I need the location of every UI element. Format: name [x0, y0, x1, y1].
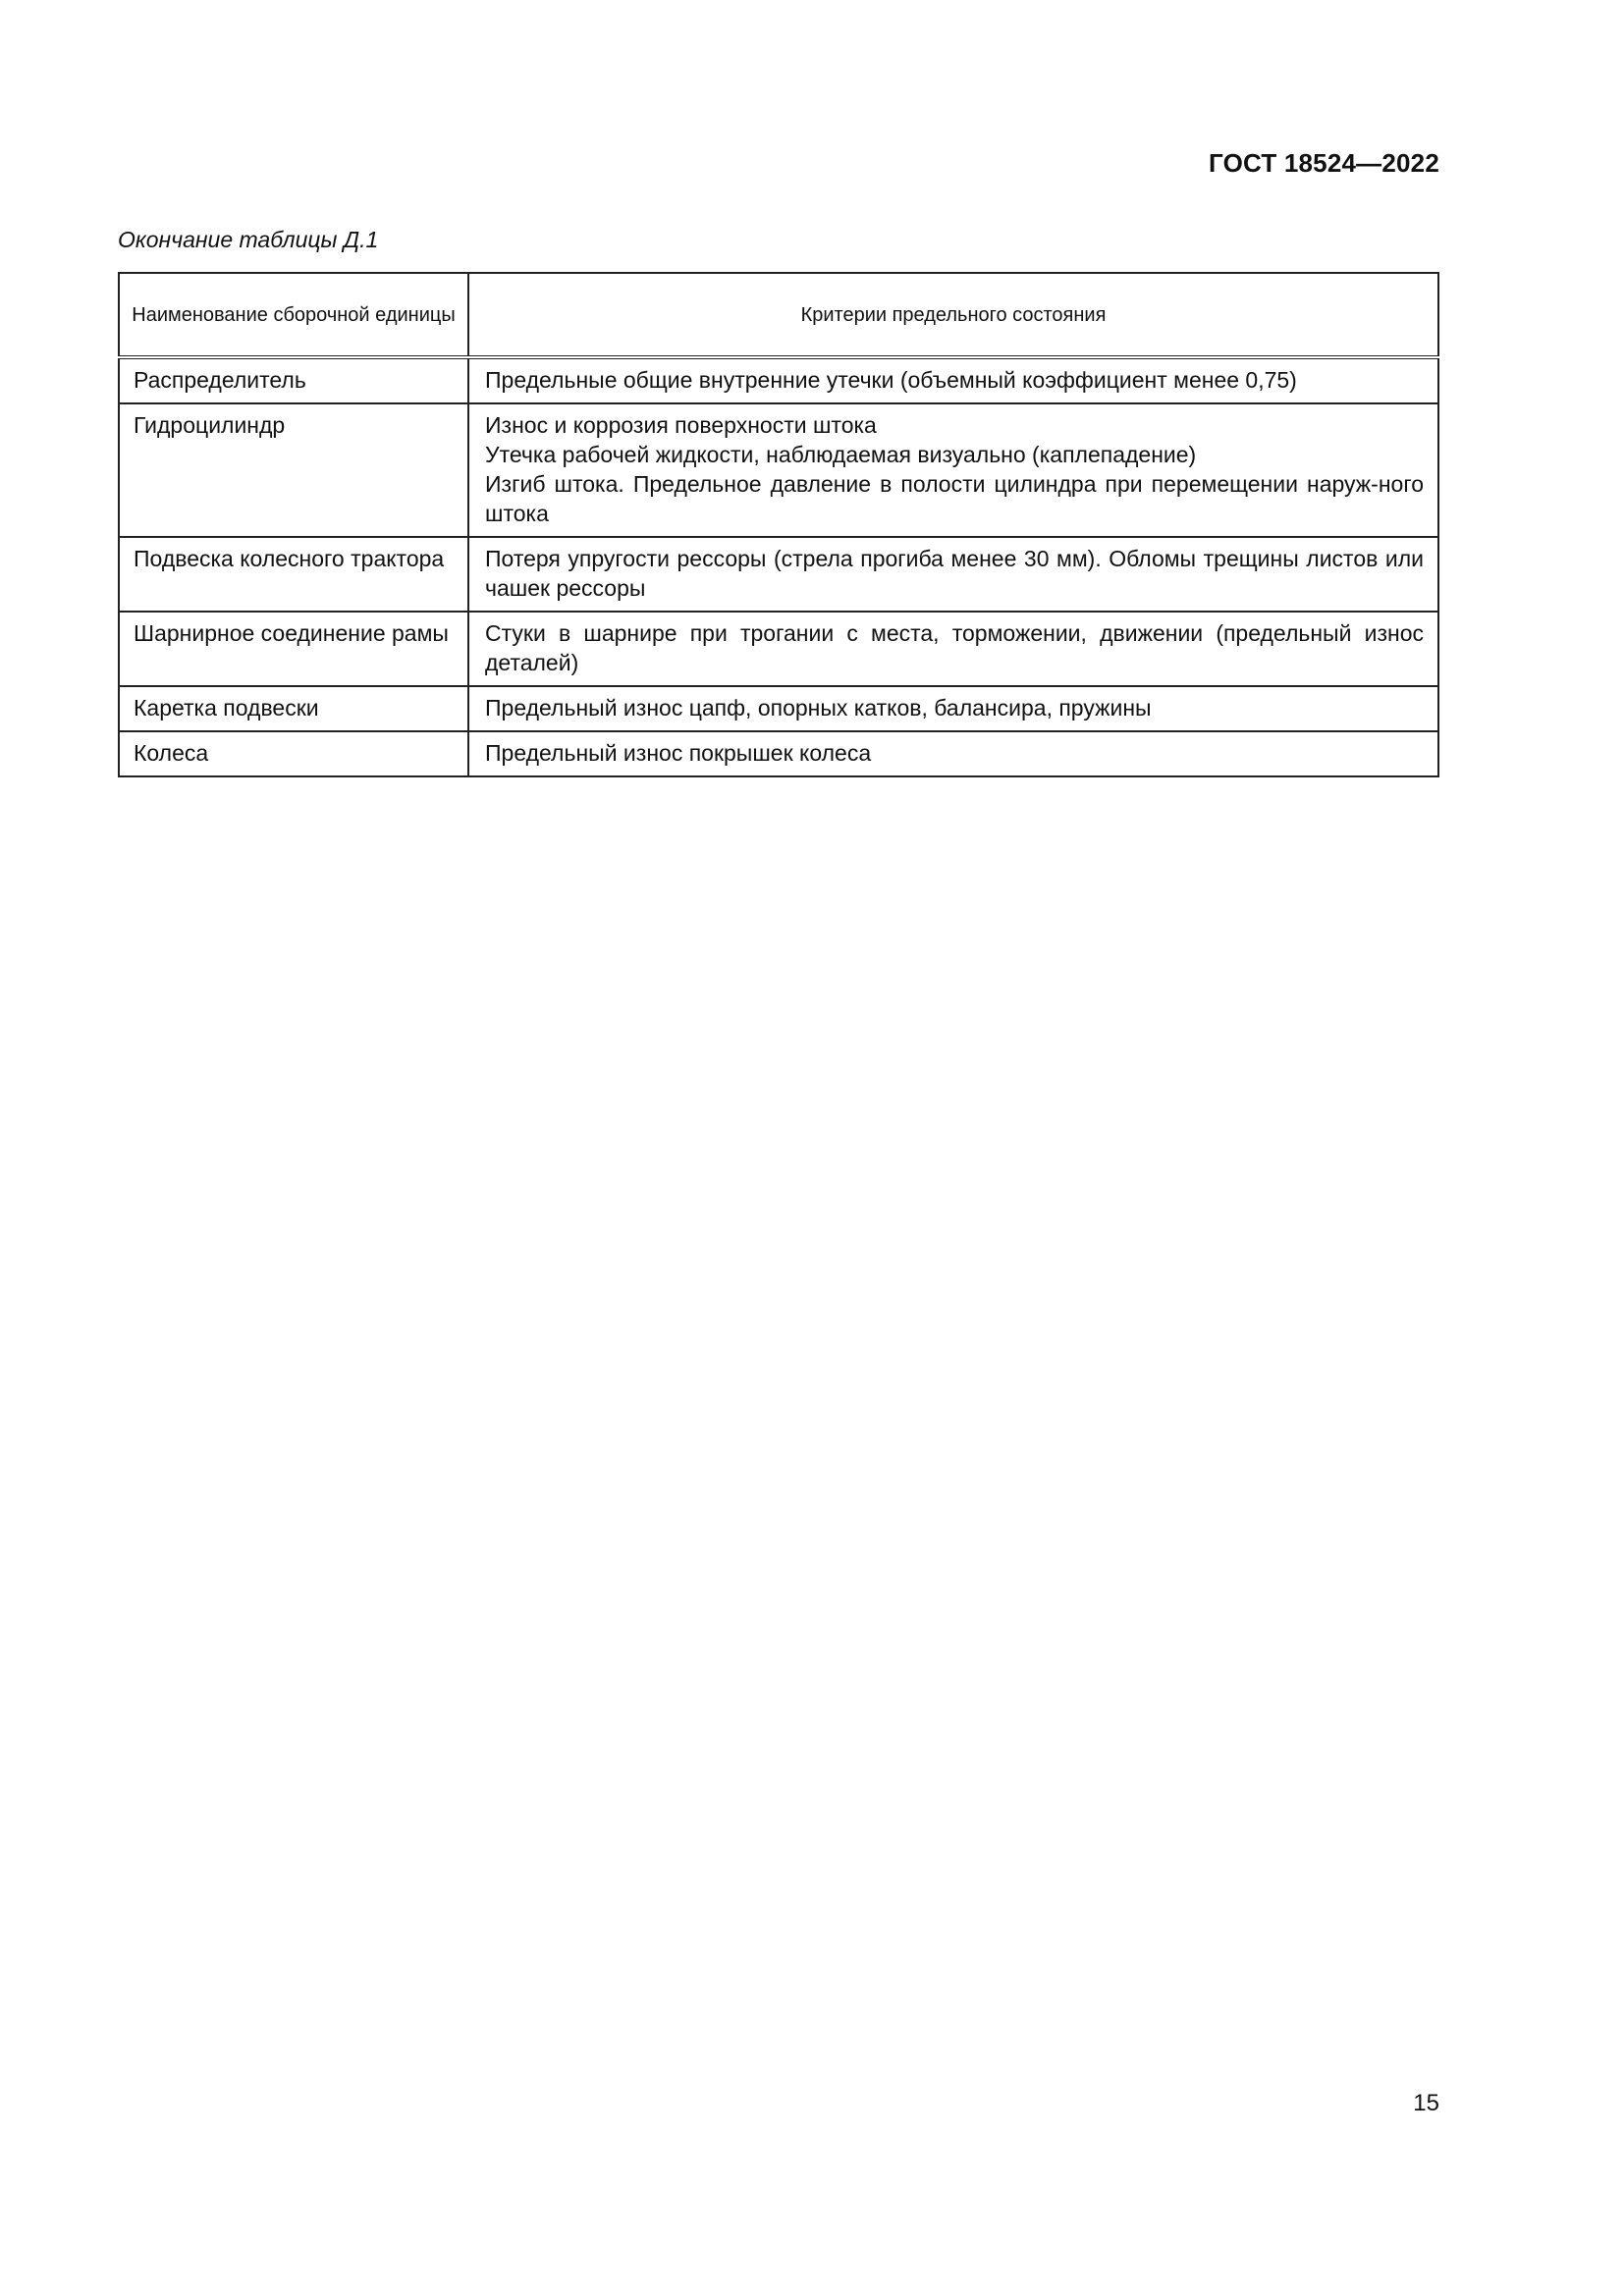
criteria-line: Изгиб штока. Предельное давление в полости цилиндра при перемещении наруж-ного штока — [485, 471, 1424, 526]
row-criteria-cell — [468, 686, 1438, 731]
criteria-line: Предельный износ цапф, опорных катков, балансира, пружины — [485, 695, 1152, 721]
column-header-limit-criteria: Критерии предельного состояния — [468, 273, 1438, 357]
table-row — [119, 357, 1438, 403]
row-name-cell: Шарнирное соединение рамы — [119, 612, 468, 686]
table-row — [119, 403, 1438, 537]
criteria-line: Износ и коррозия поверхности штока — [485, 412, 877, 438]
row-criteria-cell — [468, 403, 1438, 537]
row-criteria-cell — [468, 537, 1438, 612]
table-row — [119, 537, 1438, 612]
document-code: ГОСТ 18524—2022 — [1209, 148, 1439, 178]
criteria-line: Предельный износ покрышек колеса — [485, 740, 872, 766]
table-row — [119, 686, 1438, 731]
table-row — [119, 612, 1438, 686]
row-name-cell: Каретка подвески — [119, 686, 468, 731]
row-name-cell: Распределитель — [119, 357, 468, 403]
row-name-cell: Колеса — [119, 731, 468, 776]
row-criteria-cell — [468, 357, 1438, 403]
table-row — [119, 731, 1438, 776]
row-name-cell: Подвеска колесного трактора — [119, 537, 468, 612]
criteria-line: Утечка рабочей жидкости, наблюдаемая визуально (каплепадение) — [485, 442, 1197, 467]
table-caption: Окончание таблицы Д.1 — [118, 227, 379, 252]
page-number: 15 — [1413, 2090, 1439, 2116]
criteria-line: Стуки в шарнире при трогании с места, торможении, движении (предельный износ деталей) — [485, 620, 1424, 675]
table-header-row — [119, 273, 1438, 357]
row-criteria-cell — [468, 612, 1438, 686]
column-header-assembly-unit: Наименование сборочной единицы — [119, 273, 468, 357]
criteria-line: Предельные общие внутренние утечки (объемный коэффициент менее 0,75) — [485, 367, 1297, 393]
row-name-cell: Гидроцилиндр — [119, 403, 468, 537]
limit-state-table — [118, 272, 1439, 777]
row-criteria-cell — [468, 731, 1438, 776]
criteria-line: Потеря упругости рессоры (стрела прогиба менее 30 мм). Обломы трещины листов или чашек рессоры — [485, 546, 1424, 601]
